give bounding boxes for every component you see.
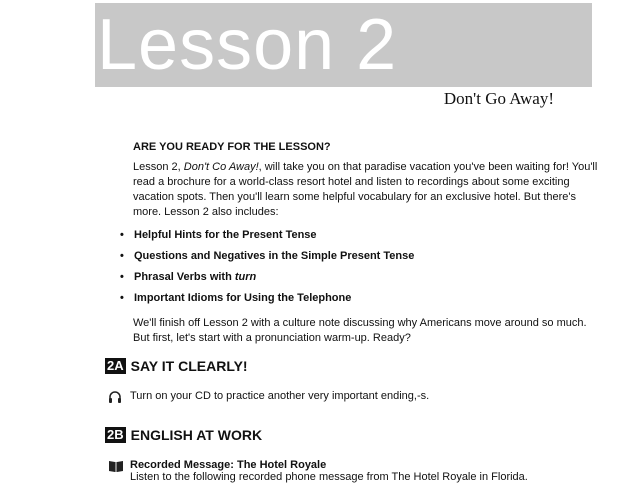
lesson-subtitle: Don't Go Away! — [443, 89, 554, 108]
intro-lesson-name: Don't Co Away! — [183, 161, 259, 173]
list-item-label: Questions and Negatives in the Simple Present Tense — [134, 250, 415, 262]
intro-text-1: Lesson 2, — [133, 161, 184, 173]
section-title: ENGLISH AT WORK — [130, 427, 263, 443]
section-number: 2B — [107, 427, 124, 442]
recorded-message-text: Listen to the following recorded phone message from The Hotel Royale in Florida. — [130, 471, 528, 483]
recorded-message-title: Recorded Message: The Hotel Royale — [130, 459, 327, 471]
list-item — [120, 291, 603, 306]
list-item-italic: turn — [234, 271, 257, 283]
intro-heading: ARE YOU READY FOR THE LESSON? — [133, 141, 331, 153]
lesson-banner — [95, 3, 592, 87]
book-icon — [108, 459, 130, 476]
bullet-icon: • — [120, 250, 124, 262]
list-item — [120, 228, 603, 243]
bullet-icon: • — [120, 292, 124, 304]
list-item-label: Phrasal Verbs with — [134, 271, 235, 283]
list-item — [120, 249, 603, 264]
headphones-icon — [108, 390, 130, 407]
list-item-label: Helpful Hints for the Present Tense — [134, 229, 317, 241]
list-item-label: Important Idioms for Using the Telephone — [134, 292, 352, 304]
bullet-icon: • — [120, 229, 124, 241]
outro-paragraph: We'll finish off Lesson 2 with a culture note discussing why Americans move around so much. But first, let's start with a pronunciation warm-up. Ready? — [133, 317, 587, 344]
list-item — [120, 270, 603, 285]
section-2a-item — [108, 390, 429, 407]
section-2b-item — [108, 459, 528, 483]
section-2b-content — [130, 459, 528, 483]
section-number: 2A — [107, 358, 124, 373]
section-2a-heading — [105, 358, 248, 374]
bullet-icon: • — [120, 271, 124, 283]
section-2a-text: Turn on your CD to practice another very important ending,-s. — [130, 390, 430, 402]
intro-paragraph — [133, 160, 603, 220]
topics-list — [120, 228, 603, 306]
section-2b-heading — [105, 427, 262, 443]
intro-text-2: , will take you on that paradise vacation you've been waiting for! You'll read a brochure for a world-class resort hotel and listen to recordings about some exciting vacation spots. Then you'll learn some helpful vocabulary for an exclusive hotel. But there's more. Lesson 2 also includes: — [133, 161, 598, 218]
lesson-title: Lesson 2 — [97, 5, 398, 85]
section-title: SAY IT CLEARLY! — [130, 358, 248, 374]
intro-section — [120, 140, 603, 346]
